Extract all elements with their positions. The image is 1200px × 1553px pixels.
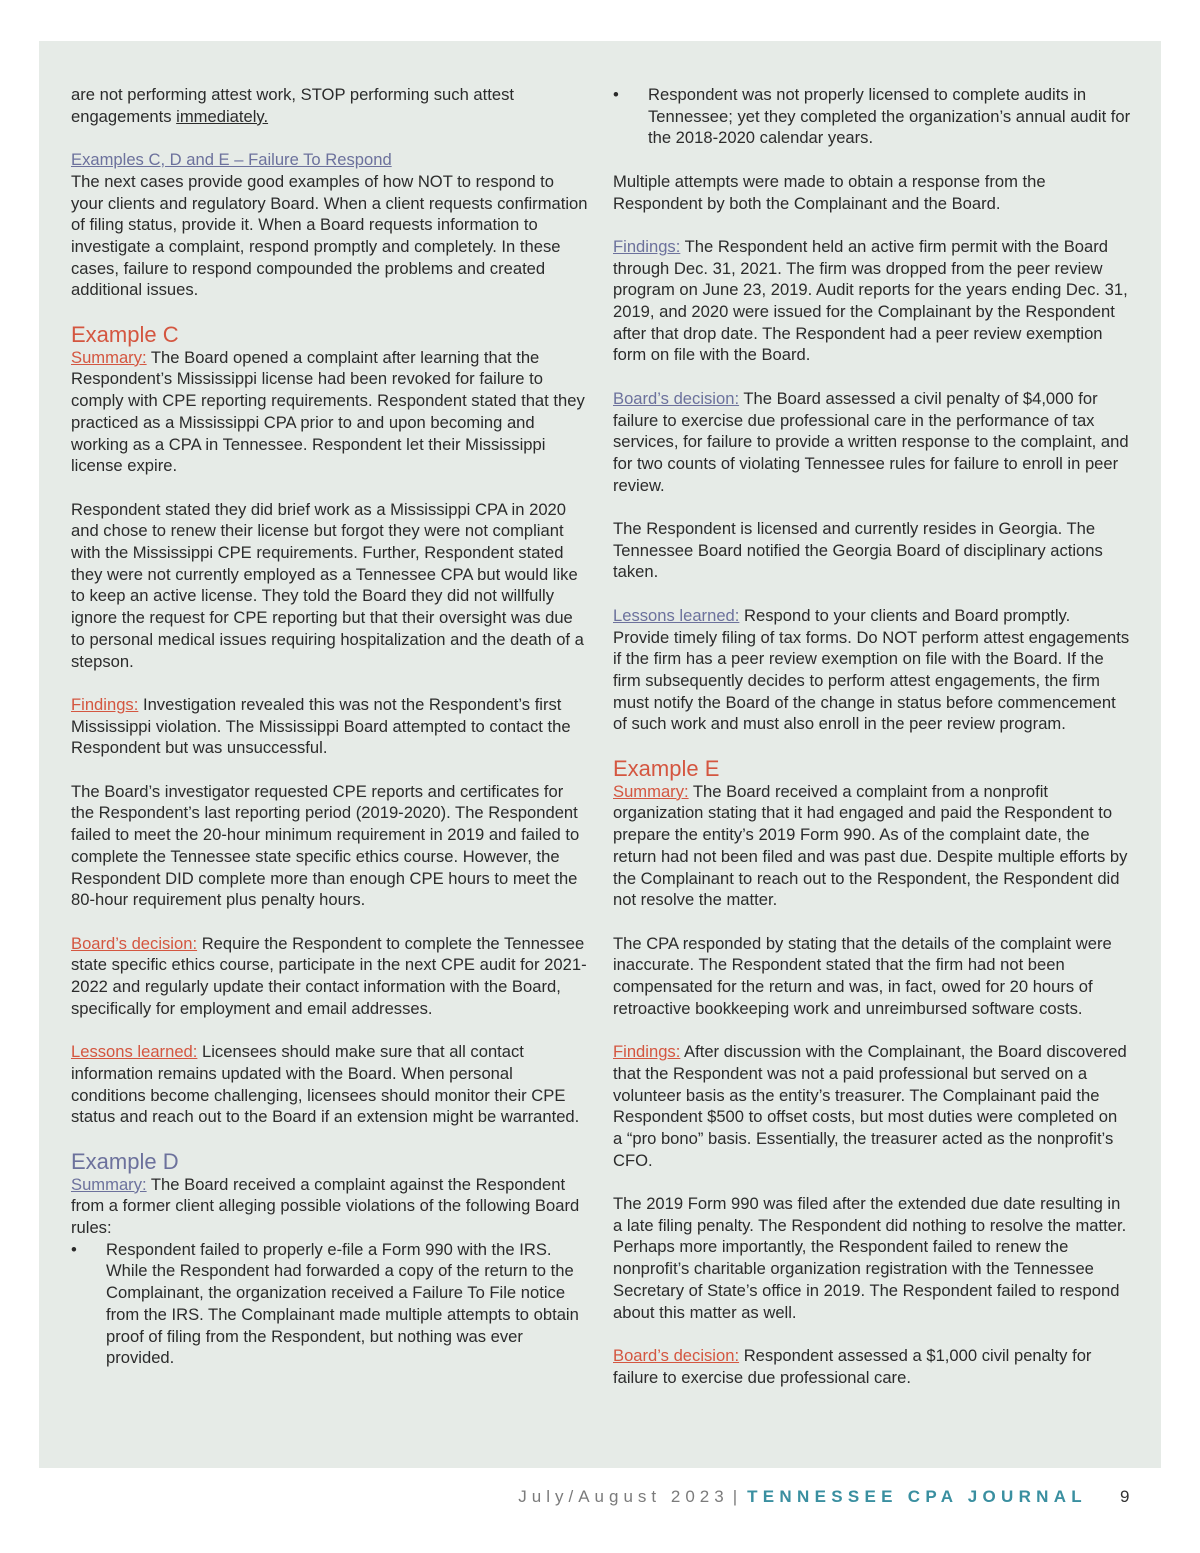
section-link[interactable]: Examples C, D and E – Failure To Respond — [71, 150, 392, 170]
example-e-findings — [613, 1041, 1131, 1171]
bullet-icon: • — [613, 85, 619, 104]
example-d-heading: Example D — [71, 1148, 179, 1174]
example-d-bullet-list — [71, 1239, 589, 1369]
intro-paragraph — [71, 84, 589, 127]
example-e-decision — [613, 1345, 1131, 1388]
decision-label: Board’s decision: — [613, 388, 740, 408]
summary-label: Summary: — [613, 781, 689, 801]
findings-label: Findings: — [71, 694, 139, 714]
example-d-attempts: Multiple attempts were made to obtain a response from the Respondent by both the Complainant and the Board. — [613, 171, 1046, 213]
section-text: The next cases provide good examples of how NOT to respond to your clients and regulatory Board. When a client requests confirmation of filing status, provide it. When a Board requests information to investigate a complaint, respond promptly and completely. In these cases, failure to respond compounded the problems and created additional issues. — [71, 171, 588, 300]
example-e-paragraph-2: The CPA responded by stating that the details of the complaint were inaccurate. The Respondent stated that the firm had not been compensated for the return and was, in fact, owed for 20 hours of retroactive bookkeeping work and unreimbursed software costs. — [613, 933, 1112, 1018]
example-d-lessons — [613, 605, 1131, 735]
example-c-paragraph-2: Respondent stated they did brief work as a Mississippi CPA in 2020 and chose to renew their license but forgot they were not compliant with the Mississippi CPE requirements. Further, Respondent stated they were not currently employed as a Tennessee CPA but would like to keep an active license. They told the Board they did not willfully ignore the request for CPE reporting but that their oversight was due to personal medical issues requiring hospitalization and the death of a stepson. — [71, 499, 584, 671]
bullet-icon: • — [71, 1239, 77, 1259]
right-column — [613, 84, 1131, 1410]
bullet-text: Respondent was not properly licensed to complete audits in Tennessee; yet they completed the organization’s annual audit for the 2018-2020 calendar years. — [648, 85, 1131, 148]
footer-separator: | — [732, 1487, 738, 1506]
example-c-decision — [71, 933, 589, 1020]
decision-label: Board’s decision: — [613, 1345, 740, 1365]
example-d-findings — [613, 236, 1131, 366]
page-number: 9 — [1120, 1487, 1130, 1506]
example-e-summary — [613, 781, 1131, 911]
example-d-bullet-list-continued — [613, 84, 1131, 149]
list-item — [71, 1239, 589, 1369]
intro-text: are not performing attest work, STOP performing such attest engagements — [71, 85, 515, 126]
section-intro — [71, 149, 589, 301]
page-footer — [518, 1486, 1087, 1508]
example-d-decision — [613, 388, 1131, 497]
findings-text: Investigation revealed this was not the Respondent’s first Mississippi violation. The Mississippi Board attempted to contact the Respondent but was unsuccessful. — [71, 694, 571, 758]
list-item — [613, 84, 1131, 149]
decision-text: Respondent assessed a $1,000 civil penalty for failure to exercise due professional care. — [613, 1345, 1092, 1387]
findings-text: After discussion with the Complainant, the Board discovered that the Respondent was not a paid professional but served on a volunteer basis as the entity’s treasurer. The Complainant paid the Respondent $500 to offset costs, but most duties were completed on a “pro bono” basis. Essentially, the treasurer acted as the nonprofit’s CFO. — [613, 1042, 1127, 1170]
left-column — [71, 84, 589, 1391]
example-d-georgia: The Respondent is licensed and currently resides in Georgia. The Tennessee Board notified the Georgia Board of disciplinary actions taken. — [613, 519, 1103, 582]
summary-text: The Board opened a complaint after learning that the Respondent’s Mississippi license had been revoked for failure to comply with CPE reporting requirements. Respondent stated that they practiced as a Mississippi CPA prior to and upon becoming and working as a CPA in Tennessee. Respondent let their Mississippi license expire. — [71, 347, 585, 476]
example-c-lessons — [71, 1041, 589, 1128]
findings-label: Findings: — [613, 236, 681, 256]
summary-text: The Board received a complaint against the Respondent from a former client alleging possible violations of the following Board rules: — [71, 1174, 580, 1238]
bullet-text: Respondent failed to properly e-file a Form 990 with the IRS. While the Respondent had forwarded a copy of the return to the Complainant, the organization received a Failure To File notice from the IRS. The Complainant made multiple attempts to obtain proof of filing from the Respondent, but nothing was ever provided. — [106, 1239, 579, 1368]
example-c-summary — [71, 347, 589, 477]
summary-label: Summary: — [71, 1174, 147, 1194]
example-c-paragraph-4: The Board’s investigator requested CPE reports and certificates for the Respondent’s last reporting period (2019-2020). The Respondent failed to meet the 20-hour minimum requirement in 2019 and failed to complete the Tennessee state specific ethics course. However, the Respondent DID complete more than enough CPE hours to meet the 80-hour requirement plus penalty hours. — [71, 781, 580, 910]
issue-date: July/August 2023 — [518, 1487, 729, 1506]
example-d-summary — [71, 1174, 589, 1239]
intro-emphasis: immediately. — [176, 106, 269, 126]
decision-text: The Board assessed a civil penalty of $4,000 for failure to exercise due professional care in the performance of tax services, for failure to provide a written response to the complaint, and for two counts of violating Tennessee rules for failure to enroll in peer review. — [613, 388, 1129, 495]
findings-label: Findings: — [613, 1042, 681, 1062]
example-e-heading: Example E — [613, 755, 720, 781]
decision-text: Require the Respondent to complete the Tennessee state specific ethics course, participate in the next CPE audit for 2021-2022 and regularly update their contact information with the Board, specifically for employment and email addresses. — [71, 933, 587, 1018]
summary-text: The Board received a complaint from a nonprofit organization stating that it had engaged and paid the Respondent to prepare the entity’s 2019 Form 990. As of the complaint date, the return had not been filed and was past due. Despite multiple efforts by the Complainant to reach out to the Respondent, the Respondent did not resolve the matter. — [613, 781, 1128, 910]
decision-label: Board’s decision: — [71, 933, 198, 953]
summary-label: Summary: — [71, 347, 147, 367]
lessons-label: Lessons learned: — [613, 605, 740, 625]
example-c-findings — [71, 694, 589, 759]
lessons-label: Lessons learned: — [71, 1042, 198, 1062]
lessons-text: Licensees should make sure that all contact information remains updated with the Board. When personal conditions become challenging, licensees should monitor their CPE status and reach out to the Board if an extension might be warranted. — [71, 1042, 580, 1127]
example-e-paragraph-4: The 2019 Form 990 was filed after the extended due date resulting in a late filing penalty. The Respondent did nothing to resolve the matter. Perhaps more importantly, the Respondent failed to renew the nonprofit’s charitable organization registration with the Tennessee Secretary of State’s office in 2019. The Respondent failed to respond about this matter as well. — [613, 1194, 1127, 1322]
findings-text: The Respondent held an active firm permit with the Board through Dec. 31, 2021. The firm was dropped from the peer review program on June 23, 2019. Audit reports for the years ending Dec. 31, 2019, and 2020 were issued for the Complainant by the Respondent after that drop date. The Respondent had a peer review exemption form on file with the Board. — [613, 236, 1128, 365]
lessons-text: Respond to your clients and Board promptly. Provide timely filing of tax forms. Do NOT perform attest engagements if the firm has a peer review exemption on file with the Board. If the firm subsequently decides to perform attest engagements, the firm must notify the Board of the change in status before commencement of such work and must also enroll in the peer review program. — [613, 605, 1130, 734]
journal-title: TENNESSEE CPA JOURNAL — [747, 1487, 1087, 1506]
example-c-heading: Example C — [71, 321, 179, 347]
